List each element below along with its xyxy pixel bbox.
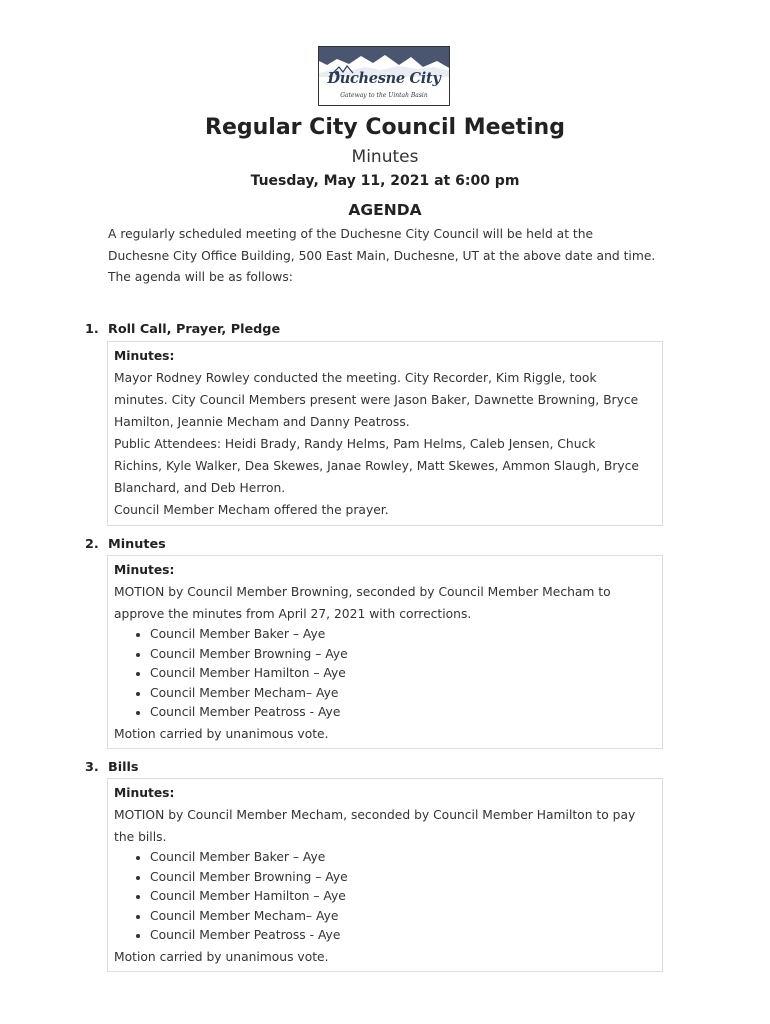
item-title: Roll Call, Prayer, Pledge	[108, 322, 281, 337]
minutes-label: Minutes:	[114, 563, 175, 577]
agenda-item-minutes	[85, 537, 166, 552]
page-title: Regular City Council Meeting	[205, 115, 565, 140]
vote-item: • Council Member Browning – Aye	[150, 868, 656, 888]
logo-name: Duchesne City	[327, 70, 441, 87]
paragraph-line: Mayor Rodney Rowley conducted the meeting. City Recorder, Kim Riggle, took	[114, 371, 597, 385]
vote-list	[114, 625, 656, 723]
agenda-item-bills	[85, 760, 139, 775]
city-logo	[318, 46, 450, 106]
item-title: Bills	[108, 760, 139, 775]
item-title: Minutes	[108, 537, 166, 552]
intro-line: A regularly scheduled meeting of the Duchesne City Council will be held at the	[108, 227, 594, 241]
paragraph-line: Council Member Mecham offered the prayer.	[114, 503, 389, 517]
minutes-paragraph	[114, 433, 656, 499]
motion-text	[114, 581, 656, 625]
paragraph-line: Public Attendees: Heidi Brady, Randy Helms, Pam Helms, Caleb Jensen, Chuck	[114, 437, 596, 451]
agenda-intro	[108, 224, 678, 289]
motion-result: Motion carried by unanimous vote.	[114, 949, 329, 964]
vote-item: • Council Member Baker – Aye	[150, 848, 656, 868]
minutes-label: Minutes:	[114, 786, 175, 800]
paragraph-line: MOTION by Council Member Browning, seconded by Council Member Mecham to	[114, 585, 611, 599]
vote-item: • Council Member Baker – Aye	[150, 625, 656, 645]
intro-line: The agenda will be as follows:	[108, 270, 293, 284]
minutes-box	[107, 341, 663, 526]
page-subtitle: Minutes	[351, 147, 419, 167]
minutes-box	[107, 778, 663, 972]
meeting-datetime: Tuesday, May 11, 2021 at 6:00 pm	[250, 173, 520, 189]
item-number: 1.	[85, 322, 99, 337]
vote-item: • Council Member Mecham– Aye	[150, 907, 656, 927]
paragraph-line: MOTION by Council Member Mecham, seconded by Council Member Hamilton to pay	[114, 808, 636, 822]
item-number: 3.	[85, 760, 99, 775]
minutes-paragraph	[114, 499, 656, 521]
motion-result: Motion carried by unanimous vote.	[114, 726, 329, 741]
paragraph-line: minutes. City Council Members present were Jason Baker, Dawnette Browning, Bryce	[114, 393, 639, 407]
vote-item: • Council Member Browning – Aye	[150, 645, 656, 665]
minutes-paragraph	[114, 367, 656, 433]
agenda-item-roll-call	[85, 322, 280, 337]
vote-list	[114, 848, 656, 946]
paragraph-line: Richins, Kyle Walker, Dea Skewes, Janae Rowley, Matt Skewes, Ammon Slaugh, Bryce	[114, 459, 639, 473]
agenda-heading: AGENDA	[348, 201, 422, 219]
vote-item: • Council Member Hamilton – Aye	[150, 664, 656, 684]
paragraph-line: Hamilton, Jeannie Mecham and Danny Peatross.	[114, 415, 410, 429]
intro-line: Duchesne City Office Building, 500 East Main, Duchesne, UT at the above date and time.	[108, 248, 656, 263]
vote-item: • Council Member Peatross - Aye	[150, 703, 656, 723]
minutes-label: Minutes:	[114, 349, 175, 363]
vote-item: • Council Member Mecham– Aye	[150, 684, 656, 704]
vote-item: • Council Member Hamilton – Aye	[150, 887, 656, 907]
paragraph-line: the bills.	[114, 830, 167, 844]
paragraph-line: approve the minutes from April 27, 2021 with corrections.	[114, 607, 472, 621]
logo-tagline: Gateway to the Uintah Basin	[340, 92, 428, 99]
item-number: 2.	[85, 537, 99, 552]
vote-item: • Council Member Peatross - Aye	[150, 926, 656, 946]
paragraph-line: Blanchard, and Deb Herron.	[114, 481, 286, 495]
minutes-box	[107, 555, 663, 749]
motion-text	[114, 804, 656, 848]
